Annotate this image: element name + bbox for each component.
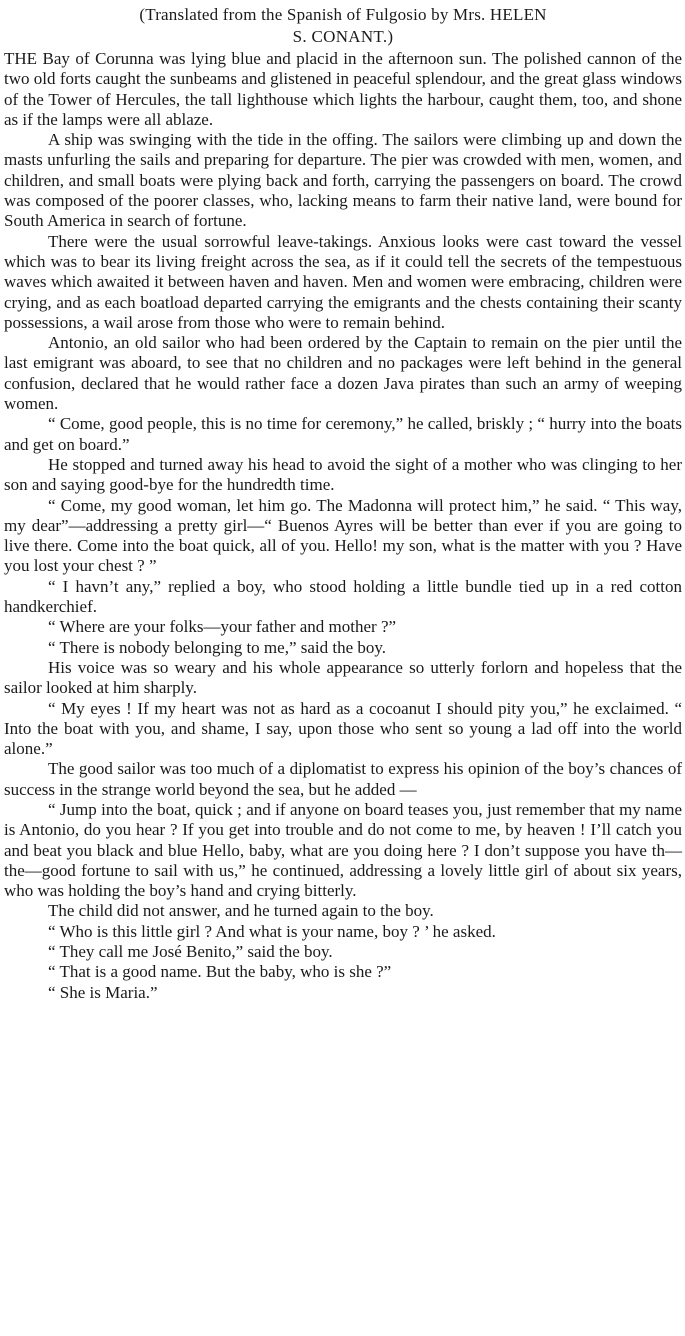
story-paragraph-5: “ Come, good people, this is no time for ceremony,” he called, briskly ; “ hurry into the boats and get on board.”: [4, 414, 682, 454]
story-paragraph-3: There were the usual sorrowful leave-takings. Anxious looks were cast toward the vessel which was to bear its living freight across the sea, as if it could tell the secrets of the tempestuous waves which awaited it between haven and haven. Men and women were embracing, children were crying, and as each boatload departed carrying the emigrants and the chests containing their scanty possessions, a wail arose from those who were to remain behind.: [4, 231, 682, 332]
translation-credit-line-1: (Translated from the Spanish of Fulgosio by Mrs. HELEN: [139, 5, 547, 24]
translation-credit-line-2: S. CONANT.): [292, 27, 394, 46]
story-paragraph-12: “ My eyes ! If my heart was not as hard as a cocoanut I should pity you,” he exclaimed. “ Into the boat with you, and shame, I say, upon those who sent so young a lad off into the world alone.”: [4, 698, 682, 759]
lead-word: THE: [4, 49, 38, 68]
story-paragraph-6: He stopped and turned away his head to avoid the sight of a mother who was clinging to her son and saying good-bye for the hundredth time.: [4, 454, 682, 495]
story-paragraph-16: “ Who is this little girl ? And what is your name, boy ? ’ he asked.: [48, 921, 496, 941]
story-paragraph-17: “ They call me José Benito,” said the boy.: [48, 942, 333, 962]
story-paragraph-14: “ Jump into the boat, quick ; and if anyone on board teases you, just remember that my name is Antonio, do you hear ? If you get into trouble and do not come to me, by heaven ! I’ll catch you and beat you black and blue Hello, baby, what are you doing here ? I don’t suppose you have th—the—good fortune to sail with us,” he continued, addressing a lovely little girl of about six years, who was holding the boy’s hand and crying bitterly.: [4, 799, 682, 901]
story-paragraph-9: “ Where are your folks—your father and mother ?”: [48, 617, 397, 637]
story-paragraph-13: The good sailor was too much of a diplomatist to express his opinion of the boy’s chances of success in the strange world beyond the sea, but he added —: [4, 759, 682, 799]
story-paragraph-10: “ There is nobody belonging to me,” said the boy.: [48, 637, 387, 657]
story-paragraph-7: “ Come, my good woman, let him go. The Madonna will protect him,” he said. “ This way, my dear”—addressing a pretty girl—“ Buenos Ayres will be better than ever if you are going to live there. Come into the boat quick, all of you. Hello! my son, what is the matter with you ? Have you lost your chest ? ”: [4, 495, 682, 576]
story-paragraph-15: The child did not answer, and he turned again to the boy.: [48, 901, 434, 921]
story-paragraph-2: A ship was swinging with the tide in the offing. The sailors were climbing up and down the masts unfurling the sails and preparing for departure. The pier was crowded with men, women, and children, and small boats were plying back and forth, carrying the passengers on board. The crowd was composed of the poorer classes, who, lacking means to farm their native land, were bound for South America in search of fortune.: [4, 130, 682, 231]
story-paragraph-1: [4, 49, 682, 130]
story-paragraph-19: “ She is Maria.”: [48, 982, 158, 1002]
story-paragraph-8: “ I havn’t any,” replied a boy, who stood holding a little bundle tied up in a red cotton handkerchief.: [4, 576, 682, 617]
paragraph-text: Bay of Corunna was lying blue and placid in the afternoon sun. The polished cannon of the two old forts caught the sunbeams and glistened in peaceful splendour, and the great glass windows of the Tower of Hercules, the tall lighthouse which lights the harbour, caught them, too, and shone as if the lamps were all ablaze.: [4, 49, 682, 129]
translation-credit: [4, 4, 682, 48]
story-paragraph-11: His voice was so weary and his whole appearance so utterly forlorn and hopeless that the sailor looked at him sharply.: [4, 657, 682, 698]
story-paragraph-18: “ That is a good name. But the baby, who is she ?”: [48, 962, 392, 982]
story-paragraph-4: Antonio, an old sailor who had been ordered by the Captain to remain on the pier until the last emigrant was aboard, to see that no children and no packages were left behind in the general confusion, declared that he would rather face a dozen Java pirates than such an army of weeping women.: [4, 333, 682, 414]
